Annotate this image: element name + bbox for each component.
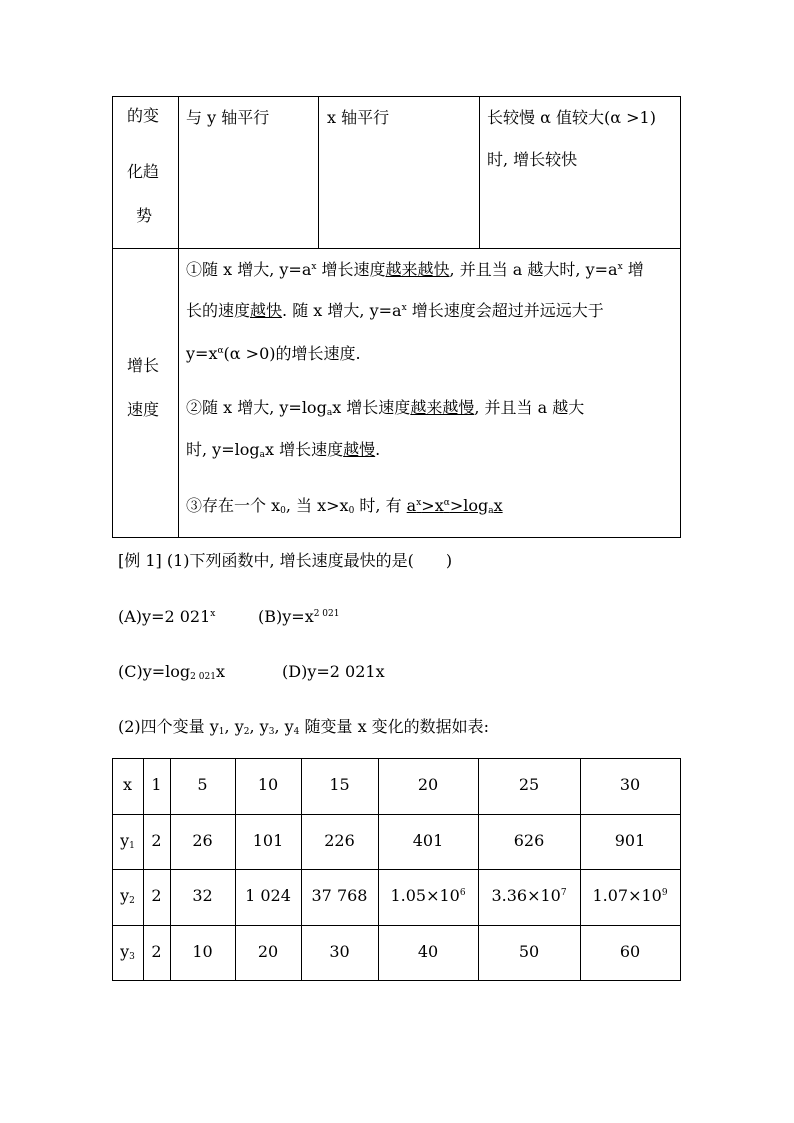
row-label: $y_1$: [120, 830, 135, 851]
table-cell: $1.05\times 10^6$: [390, 886, 466, 905]
option-d: (D)y=2 021x: [282, 662, 385, 681]
row-label: x: [122, 775, 133, 794]
table-cell: 1 024: [245, 886, 291, 905]
table-rule: [112, 96, 113, 538]
speed-item2-line2: 时, $y=\log_ax$ 增长速度越慢.: [186, 440, 381, 460]
table-cell: 2: [151, 886, 162, 905]
table-cell: 626: [513, 830, 545, 850]
table-cell: 10: [192, 941, 213, 961]
table-cell: 50: [518, 941, 540, 961]
speed-item3: ③存在一个 $x_0$, 当 $x>x_0$ 时, 有 $a^x>x^\alpha>\log_ax$: [186, 496, 503, 516]
trend-power-line2: 时, 增长较快: [487, 150, 578, 169]
option-b: $(B)y=x^{2 021}$: [258, 607, 340, 626]
table-cell: $1.07\times 10^9$: [592, 886, 668, 905]
speed-item2-line1: ②随 x 增大, $y=\log_ax$ 增长速度越来越慢, 并且当 a 越大: [186, 398, 585, 418]
table-cell: 32: [192, 886, 213, 905]
row-header-speed-line2: 速度: [127, 400, 160, 419]
table-cell: 30: [619, 775, 641, 794]
trend-logarithmic: x 轴平行: [327, 108, 390, 127]
option-a: (A)y=2 021$^x$: [118, 607, 216, 626]
table-cell: $3.36\times 10^7$: [491, 886, 567, 905]
table-cell: 60: [619, 941, 641, 961]
row-header-trend-line1: 的变: [127, 106, 160, 125]
table-cell: 5: [197, 775, 208, 794]
table-cell: 15: [329, 775, 350, 794]
speed-item1-line1: ①随 x 增大, $y=a^x$ 增长速度越来越快, 并且当 a 越大时, $y=a^x$ 增: [186, 260, 644, 279]
table-cell: 1: [151, 775, 162, 794]
table-cell: 101: [252, 830, 284, 850]
table-rule: [318, 96, 319, 249]
row-header-trend-line2: 化趋: [127, 162, 160, 181]
option-c: $(C)y=\log_{2 021}x$: [118, 662, 225, 682]
table-rule: [112, 869, 681, 870]
table-cell: 2: [151, 830, 162, 850]
table-cell: 26: [192, 830, 213, 850]
table-cell: 30: [329, 941, 350, 961]
row-label: $y_3$: [120, 941, 135, 962]
table-cell: 37 768: [311, 886, 368, 905]
table-rule: [112, 980, 681, 981]
table-rule: [178, 96, 179, 538]
example-question-1: [例 1] (1)下列函数中, 增长速度最快的是( ): [118, 551, 453, 570]
table-cell: 20: [257, 941, 279, 961]
speed-item1-line2: 长的速度越快. 随 x 增大, $y=a^x$ 增长速度会超过并远远大于: [186, 301, 604, 320]
table-rule: [112, 248, 681, 249]
table-cell: 40: [417, 941, 439, 961]
row-header-trend-line3: 势: [136, 206, 153, 225]
table-rule: [479, 96, 480, 249]
table-cell: 25: [518, 775, 540, 794]
table-cell: 226: [324, 830, 355, 850]
table-rule: [112, 96, 681, 97]
table-cell: 2: [151, 941, 162, 961]
row-label: $y_2$: [120, 886, 135, 906]
speed-item1-line3: $y=x^\alpha(\alpha >0)$的增长速度.: [186, 344, 361, 363]
example-question-2: (2)四个变量 $y_1$, $y_2$, $y_3$, $y_4$ 随变量 x 变化的数据如表:: [118, 717, 490, 737]
table-rule: [680, 758, 681, 981]
trend-exponential: 与 y 轴平行: [186, 108, 270, 127]
table-rule: [112, 925, 681, 926]
table-cell: 20: [417, 775, 439, 794]
table-cell: 10: [257, 775, 279, 794]
table-cell: 401: [412, 830, 444, 850]
table-rule: [112, 758, 681, 759]
row-header-speed-line1: 增长: [127, 356, 160, 375]
table-rule: [680, 96, 681, 538]
table-cell: 901: [614, 830, 646, 850]
trend-power-line1: 长较慢 α 值较大(α >1): [487, 108, 656, 127]
table-rule: [112, 537, 681, 538]
table-rule: [112, 814, 681, 815]
